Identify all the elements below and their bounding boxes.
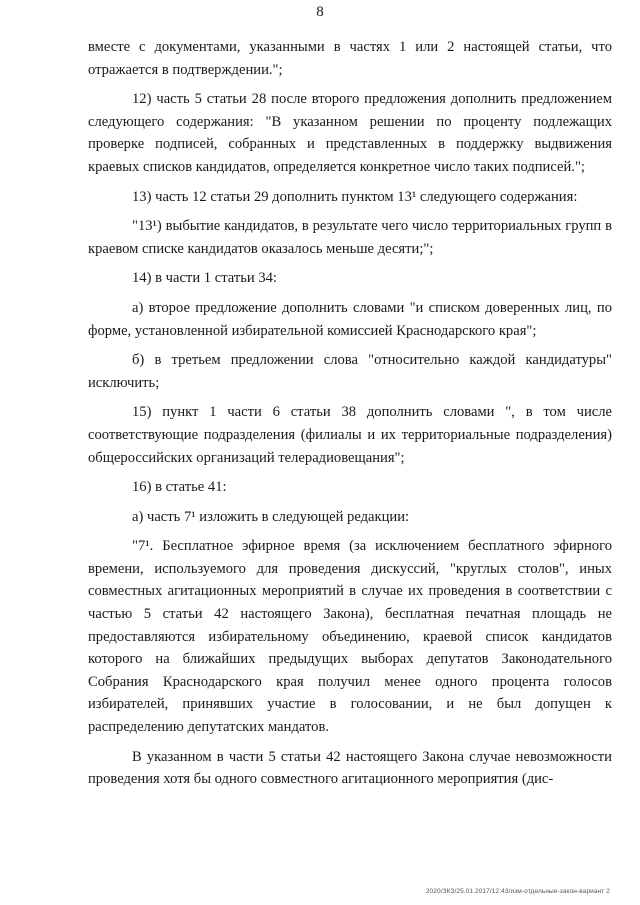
footer-file-path: 2020/ЗКЗ/25.01.2017/12:43/изм-отдельные-закон-вариант 2 xyxy=(425,888,610,895)
paragraph-item-14: 14) в части 1 статьи 34: xyxy=(132,270,277,287)
paragraph-part-5-article-42: В указанном в части 5 статьи 42 настоящего Закона случае невозможности проведения хотя бы одного совместного агитационного мероприятия (дис- xyxy=(88,748,612,788)
paragraph-item-16-a: а) часть 7¹ изложить в следующей редакции: xyxy=(132,508,410,525)
paragraph-item-13-1-text: "13¹) выбытие кандидатов, в результате чего число территориальных групп в краевом списке кандидатов оказалось меньше десяти;"; xyxy=(88,218,612,257)
paragraph-item-15: 15) пункт 1 части 6 статьи 38 дополнить словами ", в том числе соответствующие подразделения (филиалы и их территориальные подразделения) общероссийских организаций телерадиовещания"; xyxy=(88,404,612,466)
document-body xyxy=(88,36,612,798)
paragraph-item-14-b: б) в третьем предложении слова "относительно каждой кандидатуры" исключить; xyxy=(88,352,612,391)
paragraph-item-16: 16) в статье 41: xyxy=(132,479,227,496)
paragraph-continuation: вместе с документами, указанными в частях 1 или 2 настоящей статьи, что отражается в подтверждении."; xyxy=(88,39,612,78)
paragraph-item-14-a: а) второе предложение дополнить словами "и списком доверенных лиц, по форме, установленной избирательной комиссией Краснодарского края"; xyxy=(88,299,612,339)
paragraph-item-12: 12) часть 5 статьи 28 после второго предложения дополнить предложением следующего содержания: "В указанном решении по проценту подлежащих проверке подписей, собранных и представленных в поддержку выдвижения краевых списков кандидатов, определяется конкретное число таких подписей."; xyxy=(88,91,612,175)
paragraph-item-13: 13) часть 12 статьи 29 дополнить пунктом 13¹ следующего содержания: xyxy=(132,188,578,205)
page-number: 8 xyxy=(316,4,324,20)
paragraph-part-7-1-text: "7¹. Бесплатное эфирное время (за исключением бесплатного эфирного времени, используемого для проведения дискуссий, "круглых столов", иных совместных агитационных мероприятий в случае их проведения в соответствии с частью 5 статьи 42 настоящего Закона), бесплатная печатная площадь не предоставляются избирательному объединению, краевой список кандидатов которого на ближайших предыдущих выборах депутатов Законодательного Собрания Краснодарского края получил менее одного процента голосов избирателей, принявших участие в голосовании, и не был допущен к распределению депутатских мандатов. xyxy=(88,538,612,736)
